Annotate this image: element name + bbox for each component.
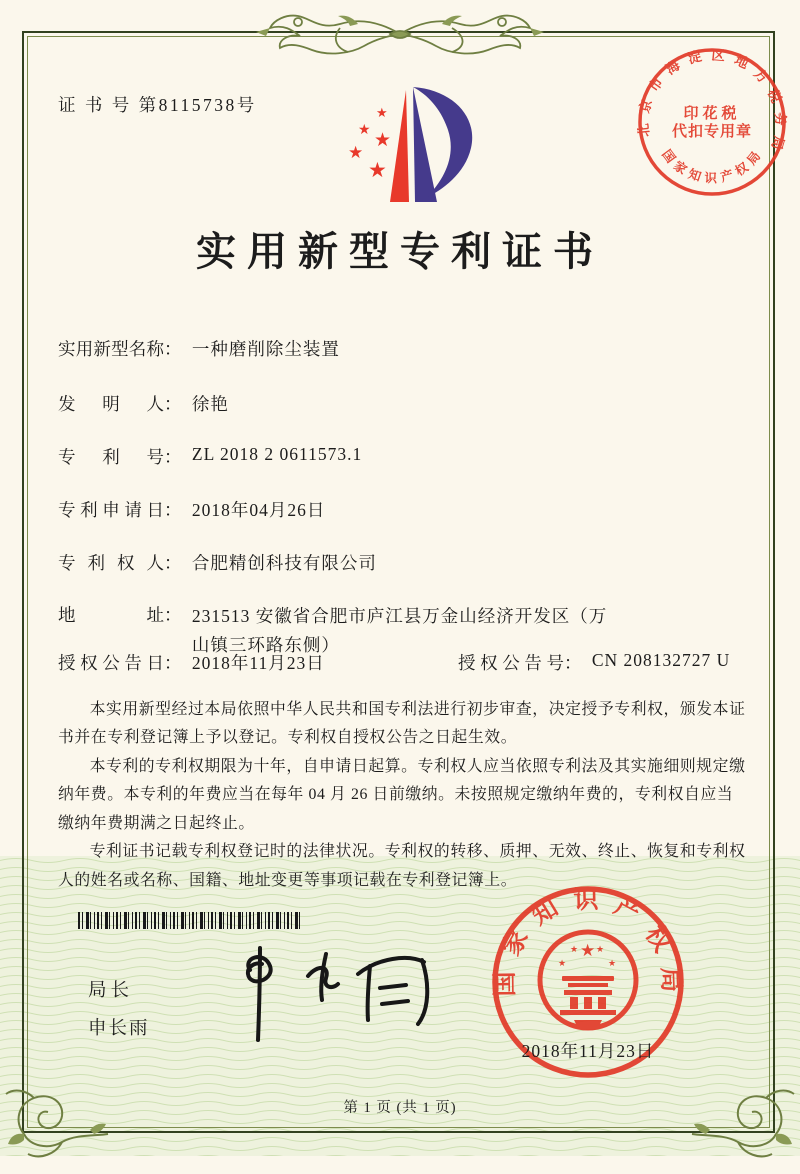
field-label: 专利申请日 xyxy=(58,500,164,520)
field-filing-date xyxy=(58,497,325,522)
field-colon: ： xyxy=(564,653,582,673)
logo-stars xyxy=(348,106,391,182)
field-value: 2018年04月26日 xyxy=(191,500,326,520)
top-border-dragon-ornament xyxy=(240,4,560,66)
certificate-title: 实用新型专利证书 xyxy=(196,229,604,274)
legal-paragraph-3: 专利证书记载专利权登记时的法律状况。专利权的转移、质押、无效、终止、恢复和专利权人的姓名或名称、国籍、地址变更等事项记载在专利登记簿上。 xyxy=(58,843,746,889)
logo-blue-wedge xyxy=(413,87,437,202)
field-inventor xyxy=(58,391,229,416)
field-colon: ： xyxy=(164,447,182,467)
field-value: 231513 安徽省合肥市庐江县万金山经济开发区（万山镇三环路东侧） xyxy=(191,606,608,655)
commissioner-title: 局长 xyxy=(88,981,134,1001)
field-label: 授权公告日 xyxy=(58,653,164,673)
svg-text:★: ★ xyxy=(580,941,596,961)
tax-seal-center-line2: 代扣专用章 xyxy=(671,124,753,140)
field-grant-date xyxy=(58,650,325,675)
logo-red-wedge xyxy=(390,90,409,202)
field-colon: ： xyxy=(164,394,182,414)
barcode xyxy=(78,912,302,929)
field-value: ZL 2018 2 0611573.1 xyxy=(191,444,363,464)
field-label: 授权公告号 xyxy=(458,653,564,673)
svg-text:★: ★ xyxy=(374,129,392,151)
legal-text-block xyxy=(58,696,748,895)
field-value: 2018年11月23日 xyxy=(191,653,325,673)
field-colon: ： xyxy=(164,653,182,673)
svg-text:★: ★ xyxy=(608,959,617,969)
field-label: 地址 xyxy=(58,605,164,625)
field-label: 专利号 xyxy=(58,447,164,467)
svg-text:★: ★ xyxy=(358,122,371,138)
field-value: 一种磨削除尘装置 xyxy=(191,339,340,359)
field-grant-number xyxy=(458,650,730,675)
tax-seal-bottom-text: 国家知识产权局 xyxy=(659,147,764,186)
tax-seal-ring-text: 北京市海淀区地方税务局 xyxy=(635,47,789,152)
certificate-number: 证 书 号 第8115738号 xyxy=(58,95,257,115)
national-emblem xyxy=(540,932,636,1028)
field-patentee xyxy=(58,550,377,575)
legal-paragraph-2: 本专利的专利权期限为十年，自申请日起算。专利权人应当依照专利法及其实施细则规定缴纳年费。本专利的年费应当在每年 04 月 26 日前缴纳。未按照规定缴纳年费的，专利权自应当缴纳年费期满之日起终止。 xyxy=(58,757,746,832)
svg-text:★: ★ xyxy=(558,959,567,969)
legal-paragraph-1: 本实用新型经过本局依照中华人民共和国专利法进行初步审查，决定授予专利权，颁发本证书并在专利登记簿上予以登记。专利权自授权公告之日起生效。 xyxy=(58,701,746,747)
field-value: 合肥精创科技有限公司 xyxy=(191,553,377,573)
field-colon: ： xyxy=(164,339,182,359)
field-patent-number xyxy=(58,444,362,469)
field-colon: ： xyxy=(164,500,182,520)
svg-text:★: ★ xyxy=(596,945,605,955)
field-colon: ： xyxy=(164,605,182,625)
cnipa-patent-logo xyxy=(330,82,480,208)
svg-text:★: ★ xyxy=(376,106,388,121)
field-value: 徐艳 xyxy=(191,394,229,414)
seal-date: 2018年11月23日 xyxy=(521,1041,655,1061)
field-utility-model-name xyxy=(58,336,340,361)
field-colon: ： xyxy=(164,553,182,573)
field-label: 专利权人 xyxy=(58,553,164,573)
svg-text:★: ★ xyxy=(348,143,364,163)
tax-stamp-seal xyxy=(634,44,790,200)
commissioner-name: 申长雨 xyxy=(88,1019,150,1039)
field-value: CN 208132727 U xyxy=(591,650,731,670)
field-label: 发明人 xyxy=(58,394,164,414)
svg-text:★: ★ xyxy=(570,945,579,955)
tax-seal-center-line1: 印花税 xyxy=(683,106,741,122)
page-number: 第 1 页 (共 1 页) xyxy=(343,1100,457,1116)
seal-ring-text: 国家知识产权局 xyxy=(491,886,685,997)
field-label: 实用新型名称 xyxy=(58,339,164,359)
svg-text:★: ★ xyxy=(368,158,387,182)
commissioner-signature xyxy=(198,936,448,1051)
